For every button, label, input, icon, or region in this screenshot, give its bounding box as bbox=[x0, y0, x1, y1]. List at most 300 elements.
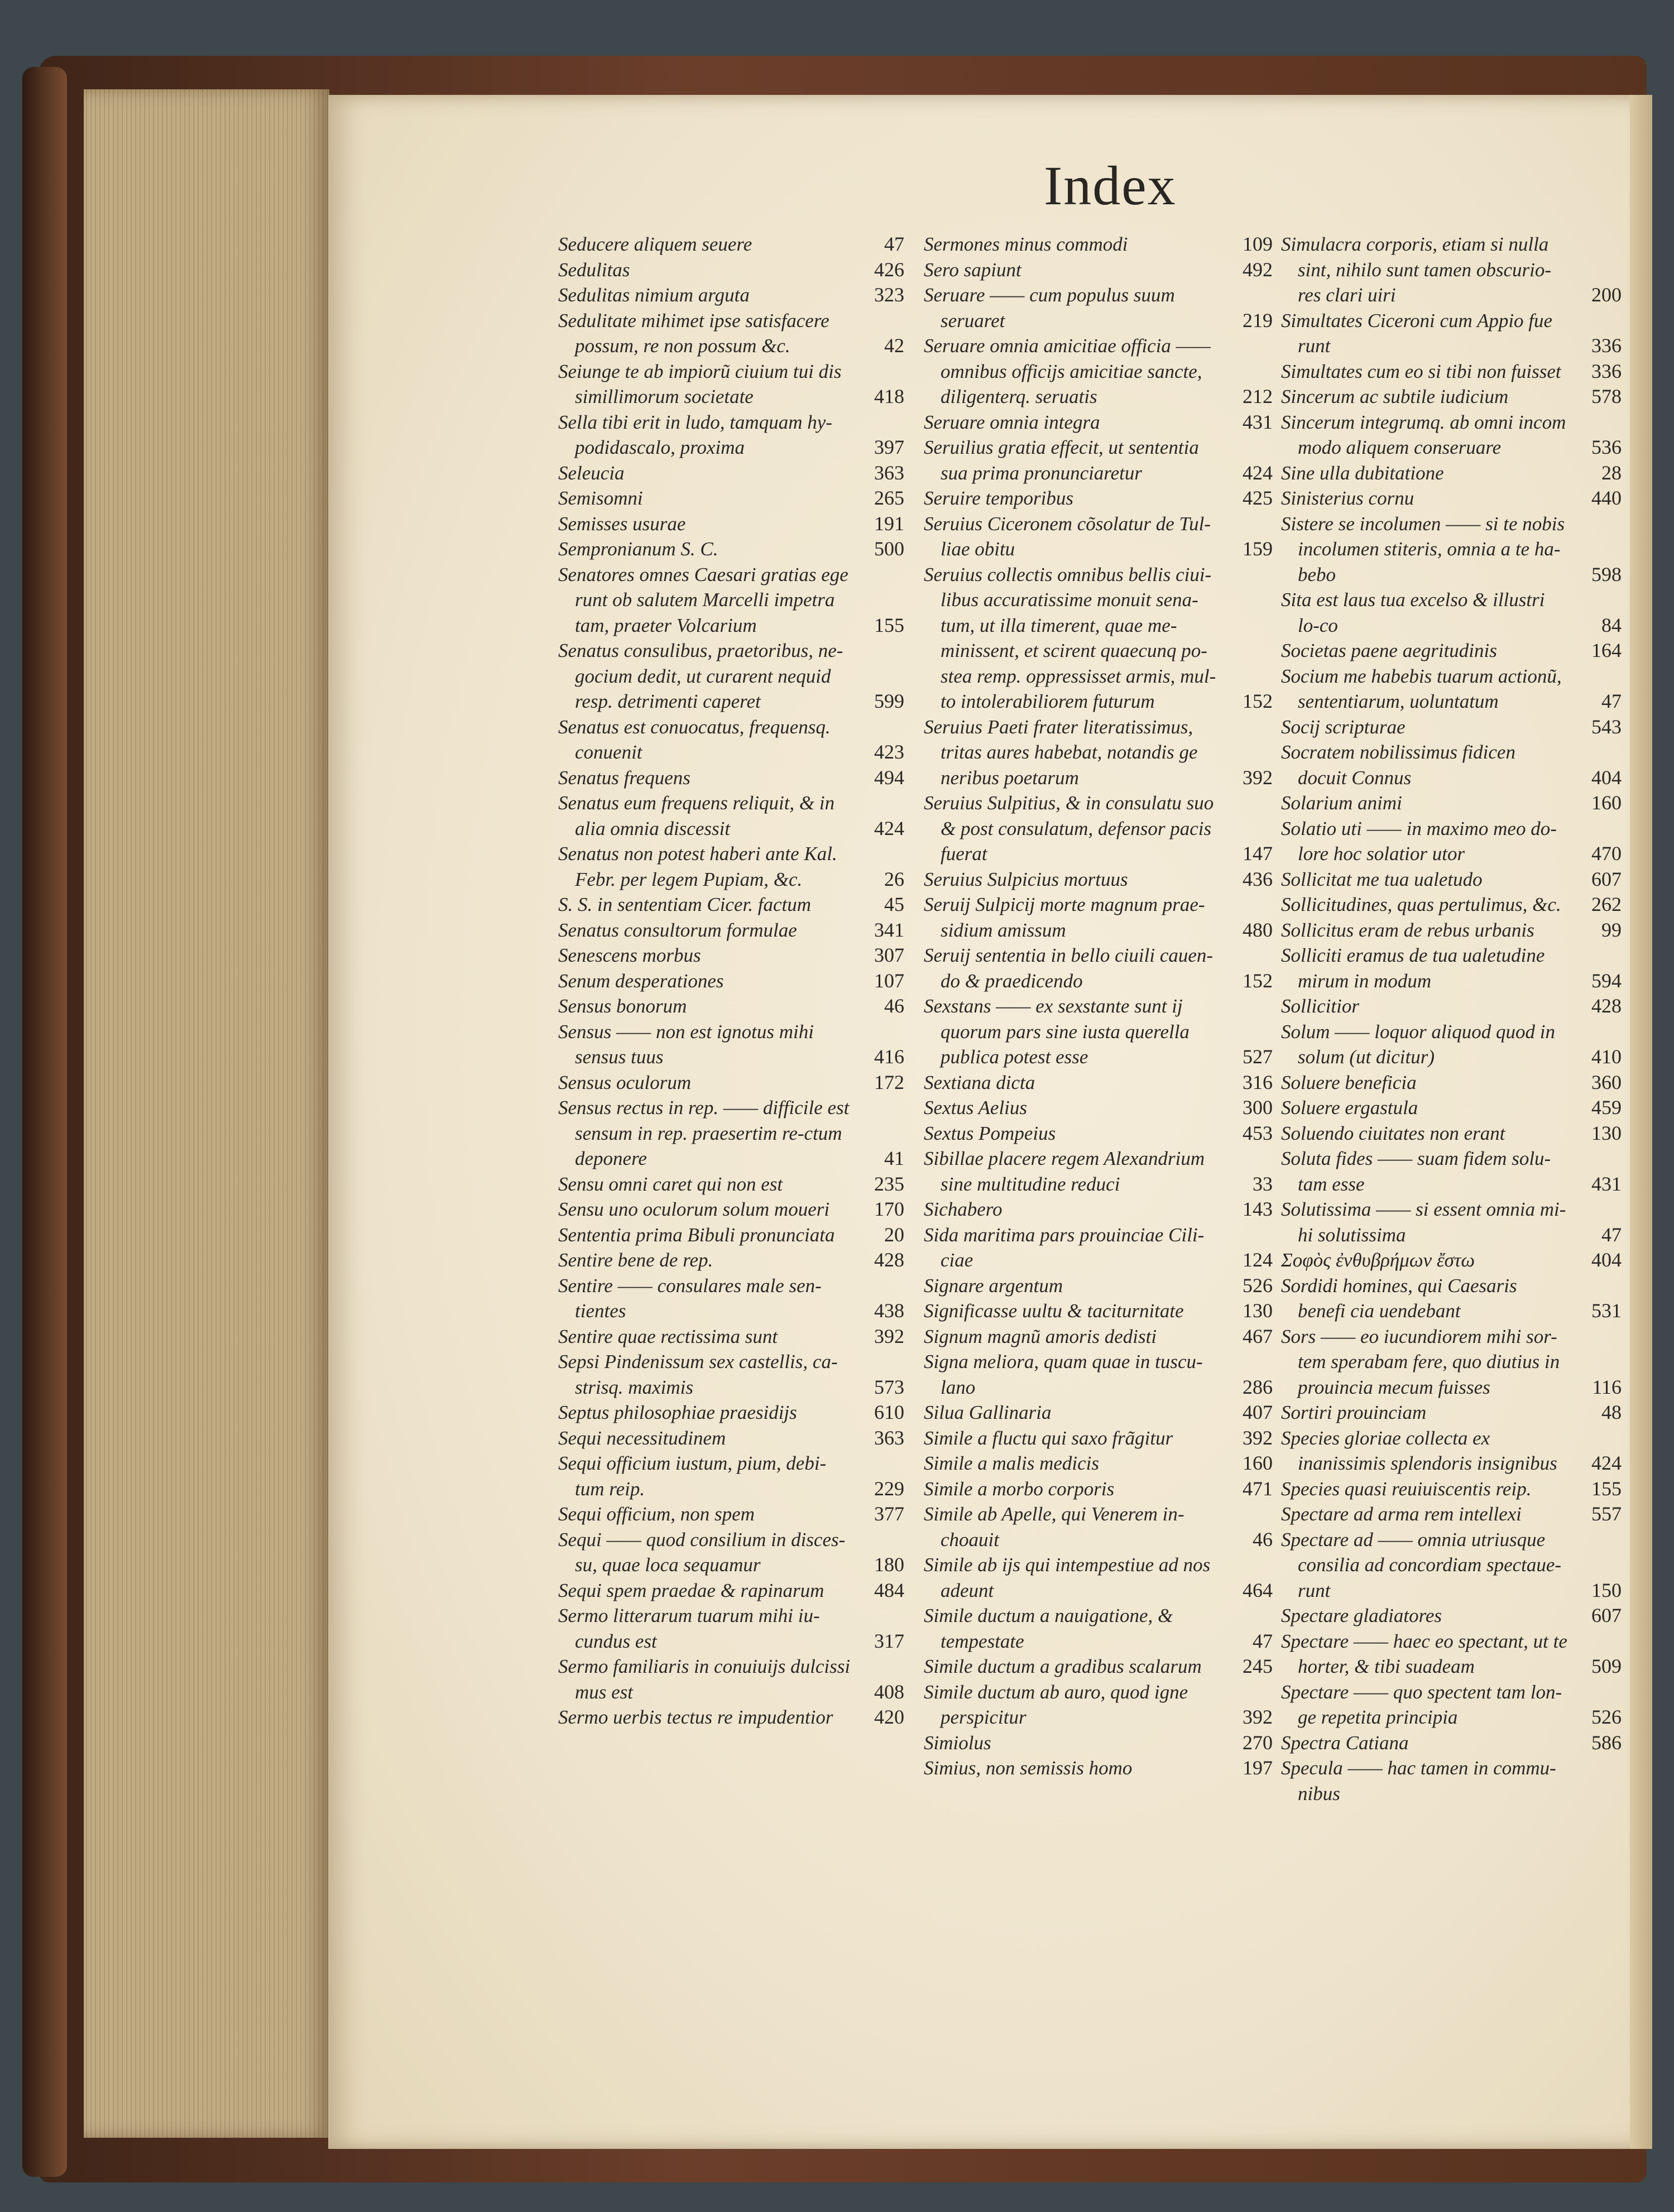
index-entry-text: Sentire —— consulares male sen-tientes bbox=[558, 1274, 822, 1322]
index-entry-page: 527 bbox=[1243, 1045, 1273, 1068]
page-right-edge bbox=[1630, 95, 1652, 2149]
index-entry-page: 336 bbox=[1591, 334, 1622, 357]
index-entry bbox=[924, 1426, 1273, 1451]
index-entry-text: Sequi —— quod consilium in disces-su, quae loca sequamur bbox=[558, 1528, 846, 1576]
index-entry bbox=[924, 333, 1273, 410]
index-entry bbox=[1281, 1247, 1622, 1273]
index-entry-page: 467 bbox=[1243, 1325, 1273, 1347]
index-entry bbox=[1281, 1400, 1622, 1426]
index-entry-page: 150 bbox=[1591, 1578, 1622, 1601]
index-entry-text: Sequi spem praedae & rapinarum bbox=[558, 1579, 824, 1601]
index-entry-page: 124 bbox=[1243, 1249, 1273, 1271]
index-entry bbox=[558, 1222, 904, 1248]
index-entry-text: Simile ductum a gradibus scalarum bbox=[924, 1656, 1202, 1677]
index-entry-text: Sichabero bbox=[924, 1198, 1003, 1220]
index-entry-page: 99 bbox=[1601, 918, 1622, 941]
index-entry-page: 109 bbox=[1243, 233, 1273, 255]
index-entry bbox=[558, 1324, 904, 1350]
index-entry-page: 26 bbox=[884, 867, 904, 890]
index-entry bbox=[1281, 892, 1622, 918]
index-entry-page: 41 bbox=[884, 1147, 904, 1169]
index-entry bbox=[558, 638, 904, 714]
index-entry bbox=[1281, 308, 1622, 359]
index-entry-page: 392 bbox=[874, 1325, 904, 1347]
index-entry-text: Sollicitat me tua ualetudo bbox=[1281, 868, 1483, 890]
index-entry bbox=[558, 790, 904, 841]
index-entry-text: Simile ductum ab auro, quod igne perspicitur bbox=[924, 1681, 1188, 1728]
index-entry-text: Sextus Pompeius bbox=[924, 1122, 1056, 1144]
index-entry bbox=[558, 1705, 904, 1730]
index-entry-text: Senatus eum frequens reliquit, & in alia omnia discessit bbox=[558, 792, 835, 839]
index-entry-page: 363 bbox=[874, 1426, 904, 1449]
index-entry-text: Sensus rectus in rep. —— difficile est sensum in rep. praesertim re-ctum deponere bbox=[558, 1097, 850, 1169]
index-entry bbox=[924, 1273, 1273, 1299]
index-entry-text: Sensus bonorum bbox=[558, 995, 687, 1017]
index-entry-text: Seruare —— cum populus suum seruaret bbox=[924, 284, 1175, 332]
index-entry-page: 480 bbox=[1243, 918, 1273, 941]
index-entry bbox=[558, 765, 904, 791]
index-entry-page: 436 bbox=[1243, 867, 1273, 890]
index-entry-page: 424 bbox=[874, 817, 904, 839]
index-entry-text: Sordidi homines, qui Caesaris benefi cia uendebant bbox=[1281, 1274, 1517, 1322]
index-entry-page: 526 bbox=[1591, 1706, 1622, 1728]
index-entry-page: 500 bbox=[874, 538, 904, 560]
index-entry-text: Seruius Paeti frater literatissimus, tritas aures habebat, notandis ge neribus poetarum bbox=[924, 716, 1198, 789]
index-entry-page: 316 bbox=[1243, 1071, 1273, 1093]
index-entry bbox=[1281, 1019, 1622, 1070]
index-entry-page: 47 bbox=[1601, 690, 1622, 712]
index-entry bbox=[1281, 511, 1622, 588]
index-entry-page: 20 bbox=[884, 1223, 904, 1246]
index-entry-text: Sequi officium, non spem bbox=[558, 1503, 755, 1525]
index-entry-text: Simile ab ijs qui intempestiue ad nos adeunt bbox=[924, 1554, 1211, 1601]
index-entry-text: Sentire quae rectissima sunt bbox=[558, 1325, 778, 1347]
index-entry-text: Sempronianum S. C. bbox=[558, 538, 718, 560]
index-entry-page: 147 bbox=[1243, 842, 1273, 865]
index-entry-text: Solum —— loquor aliquod quod in solum (ut dicitur) bbox=[1281, 1020, 1556, 1068]
index-entry bbox=[558, 1172, 904, 1197]
index-entry-page: 219 bbox=[1243, 309, 1273, 332]
index-entry-page: 397 bbox=[874, 436, 904, 458]
index-entry-page: 46 bbox=[1253, 1528, 1273, 1551]
index-entry-page: 180 bbox=[874, 1553, 904, 1576]
index-entry-text: Sermones minus commodi bbox=[924, 233, 1128, 255]
index-entry-text: Seruius Sulpicius mortuus bbox=[924, 868, 1128, 890]
index-entry bbox=[1281, 1476, 1622, 1502]
index-entry bbox=[1281, 1121, 1622, 1146]
index-entry-text: Sepsi Pindenissum sex castellis, ca-strisq. maximis bbox=[558, 1351, 838, 1398]
index-entry-text: Semisomni bbox=[558, 487, 643, 509]
index-entry-text: Solarium animi bbox=[1281, 792, 1402, 814]
index-entry-text: Signum magnũ amoris dedisti bbox=[924, 1325, 1157, 1347]
index-entry bbox=[558, 536, 904, 562]
index-entry bbox=[924, 435, 1273, 486]
index-entry bbox=[924, 1552, 1273, 1603]
index-entry-page: 594 bbox=[1591, 969, 1622, 992]
index-entry-page: 317 bbox=[874, 1629, 904, 1652]
index-entry-page: 426 bbox=[874, 258, 904, 281]
index-entry bbox=[1281, 1095, 1622, 1121]
index-entry bbox=[558, 1426, 904, 1451]
index-entry-text: Sedulitate mihimet ipse satisfacere possum, re non possum &c. bbox=[558, 309, 829, 357]
index-entry-text: Simius, non semissis homo bbox=[924, 1757, 1133, 1779]
index-entry bbox=[1281, 1197, 1622, 1247]
index-entry-page: 107 bbox=[874, 969, 904, 992]
index-entry bbox=[558, 714, 904, 765]
index-entry bbox=[1281, 1603, 1622, 1629]
index-entry bbox=[924, 867, 1273, 893]
index-entry-text: Simultates cum eo si tibi non fuisset bbox=[1281, 360, 1561, 382]
index-entry bbox=[558, 1197, 904, 1222]
index-entry-page: 212 bbox=[1243, 385, 1273, 407]
index-entry-page: 143 bbox=[1243, 1198, 1273, 1220]
index-entry-text: Species quasi reuiuiscentis reip. bbox=[1281, 1477, 1532, 1500]
index-entry-page: 428 bbox=[1591, 995, 1622, 1017]
index-entry bbox=[1281, 790, 1622, 816]
index-entry-text: Sentire bene de rep. bbox=[558, 1249, 713, 1271]
index-entry-text: Seducere aliquem seuere bbox=[558, 233, 752, 255]
index-entry bbox=[924, 1654, 1273, 1680]
index-entry-page: 270 bbox=[1243, 1731, 1273, 1754]
index-entry bbox=[1281, 1680, 1622, 1730]
index-entry-text: Signare argentum bbox=[924, 1274, 1063, 1297]
index-entry-text: Societas paene aegritudinis bbox=[1281, 640, 1497, 661]
index-entry-page: 245 bbox=[1243, 1655, 1273, 1677]
index-entry-page: 172 bbox=[874, 1071, 904, 1093]
index-entry-text: Senatus non potest haberi ante Kal. Febr. per legem Pupiam, &c. bbox=[558, 843, 837, 890]
index-entry-text: Seruij Sulpicij morte magnum prae-sidium amissum bbox=[924, 894, 1205, 941]
index-entry-text: Simultates Ciceroni cum Appio fue runt bbox=[1281, 309, 1553, 357]
index-entry-text: Simile ductum a nauigatione, & tempestate bbox=[924, 1605, 1173, 1652]
index-entry bbox=[1281, 1070, 1622, 1096]
index-entry-text: Seruire temporibus bbox=[924, 487, 1073, 509]
index-entry bbox=[924, 1222, 1273, 1273]
index-entry bbox=[558, 892, 904, 918]
index-entry-page: 130 bbox=[1591, 1121, 1622, 1144]
index-entry bbox=[1281, 1426, 1622, 1476]
index-entry-page: 425 bbox=[1243, 487, 1273, 509]
index-entry-page: 471 bbox=[1243, 1477, 1273, 1500]
index-entry bbox=[1281, 1730, 1622, 1756]
index-entry-page: 543 bbox=[1591, 715, 1622, 738]
index-entry bbox=[1281, 1146, 1622, 1197]
index-entry bbox=[924, 1146, 1273, 1197]
index-entry bbox=[924, 714, 1273, 791]
index-entry-text: Sequi necessitudinem bbox=[558, 1427, 726, 1449]
index-entry-page: 152 bbox=[1243, 690, 1273, 712]
index-entry-page: 404 bbox=[1591, 1249, 1622, 1271]
index-entry bbox=[558, 1349, 904, 1400]
index-entry-page: 607 bbox=[1591, 867, 1622, 890]
index-entry-page: 424 bbox=[1591, 1452, 1622, 1474]
index-entry-page: 392 bbox=[1243, 1706, 1273, 1728]
index-entry-page: 164 bbox=[1591, 639, 1622, 661]
index-entry bbox=[1281, 1273, 1622, 1324]
index-entry-text: Seruare omnia integra bbox=[924, 411, 1100, 433]
index-entry bbox=[558, 1273, 904, 1324]
index-entry-page: 438 bbox=[874, 1299, 904, 1322]
index-entry bbox=[558, 1501, 904, 1527]
index-entry-page: 152 bbox=[1243, 969, 1273, 992]
index-entry-text: Sita est laus tua excelso & illustri lo-co bbox=[1281, 589, 1545, 636]
index-entry-text: Socium me habebis tuarum actionũ, sententiarum, uoluntatum bbox=[1281, 665, 1562, 712]
index-entry-text: Seiunge te ab impiorũ ciuium tui dis simillimorum societate bbox=[558, 360, 842, 407]
index-entry bbox=[1281, 359, 1622, 385]
index-entry-text: Solatio uti —— in maximo meo do-lore hoc solatior utor bbox=[1281, 817, 1557, 865]
index-entry-text: Sextus Aelius bbox=[924, 1097, 1028, 1119]
index-entry-page: 407 bbox=[1243, 1401, 1273, 1423]
index-entry-page: 531 bbox=[1591, 1299, 1622, 1322]
index-entry-text: Sextiana dicta bbox=[924, 1071, 1035, 1093]
index-entry-text: Sensus oculorum bbox=[558, 1071, 692, 1093]
index-entry bbox=[1281, 943, 1622, 994]
index-entry bbox=[924, 511, 1273, 562]
index-entry-page: 46 bbox=[884, 995, 904, 1017]
index-entry-text: Sine ulla dubitatione bbox=[1281, 462, 1444, 484]
index-entry bbox=[1281, 918, 1622, 943]
index-entry-page: 191 bbox=[874, 512, 904, 535]
index-entry-page: 610 bbox=[874, 1401, 904, 1423]
index-entry-text: Sermo uerbis tectus re impudentior bbox=[558, 1706, 833, 1728]
index-entry-text: Soluendo ciuitates non erant bbox=[1281, 1122, 1505, 1144]
index-entry-page: 423 bbox=[874, 741, 904, 763]
index-entry bbox=[558, 257, 904, 283]
index-entry bbox=[558, 486, 904, 511]
index-entry-text: Soluere ergastula bbox=[1281, 1097, 1418, 1119]
index-entry bbox=[1281, 740, 1622, 790]
index-entry bbox=[558, 511, 904, 537]
index-entry-text: Sincerum integrumq. ab omni incom modo aliquem conseruare bbox=[1281, 411, 1566, 458]
index-entry bbox=[924, 1070, 1273, 1096]
index-entry-text: Sida maritima pars prouinciae Cili-ciae bbox=[924, 1223, 1205, 1271]
index-entry-page: 360 bbox=[1591, 1071, 1622, 1093]
index-entry bbox=[558, 1527, 904, 1578]
index-entry-text: Solliciti eramus de tua ualetudine mirum in modum bbox=[1281, 944, 1545, 992]
index-entry bbox=[924, 1680, 1273, 1730]
index-entry-page: 47 bbox=[1253, 1629, 1273, 1652]
index-entry-page: 33 bbox=[1253, 1172, 1273, 1195]
index-entry-page: 459 bbox=[1591, 1096, 1622, 1119]
index-entry bbox=[1281, 410, 1622, 460]
index-entry-page: 536 bbox=[1591, 436, 1622, 458]
index-entry-text: Senescens morbus bbox=[558, 944, 701, 966]
index-entry bbox=[558, 1400, 904, 1426]
index-entry-page: 262 bbox=[1591, 893, 1622, 915]
index-entry-page: 392 bbox=[1243, 1426, 1273, 1449]
index-entry-page: 578 bbox=[1591, 385, 1622, 407]
index-entry bbox=[558, 841, 904, 892]
index-entry-text: Seruij sententia in bello ciuili cauen-do & praedicendo bbox=[924, 944, 1213, 992]
index-entry bbox=[558, 968, 904, 994]
index-entry bbox=[1281, 1527, 1622, 1604]
index-entry-page: 235 bbox=[874, 1172, 904, 1195]
index-entry-page: 307 bbox=[874, 944, 904, 966]
index-entry-text: Sententia prima Bibuli pronunciata bbox=[558, 1223, 835, 1246]
index-entry-text: Significasse uultu & taciturnitate bbox=[924, 1300, 1184, 1322]
index-entry bbox=[558, 943, 904, 968]
index-entry-text: Signa meliora, quam quae in tuscu-lano bbox=[924, 1351, 1203, 1398]
index-entry bbox=[1281, 232, 1622, 308]
index-entry-text: Sequi officium iustum, pium, debi-tum reip. bbox=[558, 1452, 827, 1500]
index-entry bbox=[558, 1654, 904, 1705]
index-entry bbox=[924, 562, 1273, 714]
index-entry-page: 599 bbox=[874, 690, 904, 712]
index-entry-text: Spectare —— quo spectent tam lon-ge repetita principia bbox=[1281, 1681, 1562, 1728]
index-entry bbox=[924, 1603, 1273, 1654]
index-entry bbox=[1281, 384, 1622, 410]
book-spine-edge bbox=[22, 67, 67, 2177]
index-entry-page: 431 bbox=[1591, 1172, 1622, 1195]
index-entry-text: Sella tibi erit in ludo, tamquam hy-podidascalo, proxima bbox=[558, 411, 832, 458]
index-entry-page: 526 bbox=[1243, 1274, 1273, 1297]
index-entry-page: 470 bbox=[1591, 842, 1622, 865]
index-entry-page: 155 bbox=[874, 613, 904, 636]
index-entry-page: 424 bbox=[1243, 461, 1273, 484]
index-entry bbox=[1281, 1755, 1622, 1806]
index-entry-text: Sistere se incolumen —— si te nobis incolumen stiteris, omnia a te ha-bebo bbox=[1281, 512, 1565, 586]
index-entry-page: 155 bbox=[1591, 1477, 1622, 1500]
index-column-1 bbox=[558, 232, 904, 1730]
index-entry bbox=[924, 994, 1273, 1070]
index-entry-text: Soluta fides —— suam fidem solu-tam esse bbox=[1281, 1148, 1551, 1195]
index-entry-text: Seruius collectis omnibus bellis ciui-libus accuratissime monuit sena-tum, ut illa timerent, quae me-minissent, et scirent quaecunq po-stea remp. oppressisset armis, mul-to intolerabiliorem futurum bbox=[924, 563, 1216, 712]
index-entry-text: Senatus frequens bbox=[558, 766, 690, 789]
index-entry-text: Sensu omni caret qui non est bbox=[558, 1173, 783, 1195]
index-entry-text: Seruare omnia amicitiae officia —— omnibus officijs amicitiae sancte, diligenterq. seruatis bbox=[924, 335, 1211, 407]
index-entry bbox=[924, 790, 1273, 867]
index-entry-text: Sero sapiunt bbox=[924, 258, 1021, 281]
index-entry-text: Sermo familiaris in conuiuijs dulcissi mus est bbox=[558, 1656, 851, 1703]
index-column-3 bbox=[1281, 232, 1622, 1806]
index-entry-page: 130 bbox=[1243, 1299, 1273, 1322]
index-entry-text: Sibillae placere regem Alexandrium sine multitudine reduci bbox=[924, 1148, 1205, 1195]
index-entry-page: 404 bbox=[1591, 766, 1622, 789]
index-entry-page: 557 bbox=[1591, 1503, 1622, 1525]
index-entry-page: 286 bbox=[1243, 1375, 1273, 1398]
index-entry-text: Sortiri prouinciam bbox=[1281, 1402, 1427, 1423]
index-entry bbox=[924, 486, 1273, 511]
index-entry-text: Seruilius gratia effecit, ut sententia sua prima pronunciaretur bbox=[924, 436, 1199, 484]
index-entry-page: 48 bbox=[1601, 1401, 1622, 1423]
index-entry-page: 170 bbox=[874, 1198, 904, 1220]
index-entry-text: Senatores omnes Caesari gratias ege runt ob salutem Marcelli impetra tam, praeter Volcarium bbox=[558, 563, 848, 636]
index-entry-page: 159 bbox=[1243, 538, 1273, 560]
index-entry-page: 336 bbox=[1591, 359, 1622, 382]
index-entry-text: Sollicitior bbox=[1281, 995, 1359, 1017]
index-entry-page: 160 bbox=[1591, 791, 1622, 814]
index-entry bbox=[558, 1070, 904, 1096]
index-entry-page: 431 bbox=[1243, 410, 1273, 433]
index-entry bbox=[558, 460, 904, 486]
index-entry-page: 440 bbox=[1591, 487, 1622, 509]
index-entry bbox=[924, 1095, 1273, 1121]
index-entry-text: Sensu uno oculorum solum moueri bbox=[558, 1198, 830, 1220]
index-entry bbox=[558, 410, 904, 460]
index-entry bbox=[924, 1197, 1273, 1222]
index-entry-text: Simile a fluctu qui saxo frãgitur bbox=[924, 1427, 1173, 1449]
index-entry bbox=[558, 1019, 904, 1070]
index-entry-text: Simile a malis medicis bbox=[924, 1452, 1099, 1474]
index-entry-page: 484 bbox=[874, 1578, 904, 1601]
index-entry bbox=[1281, 638, 1622, 664]
index-entry bbox=[558, 562, 904, 639]
index-entry-page: 47 bbox=[884, 233, 904, 255]
index-entry-page: 28 bbox=[1601, 461, 1622, 484]
index-entry bbox=[558, 1095, 904, 1172]
index-entry bbox=[924, 1501, 1273, 1552]
index-entry bbox=[1281, 587, 1622, 638]
page-block-edges bbox=[84, 89, 329, 2138]
index-entry-text: Solutissima —— si essent omnia mi-hi solutissima bbox=[1281, 1198, 1566, 1246]
index-entry bbox=[558, 918, 904, 943]
index-entry bbox=[924, 257, 1273, 283]
index-entry bbox=[924, 1121, 1273, 1146]
index-entry-text: Spectra Catiana bbox=[1281, 1731, 1409, 1754]
index-entry-text: Socratem nobilissimus fidicen docuit Connus bbox=[1281, 741, 1515, 789]
index-entry-page: 408 bbox=[874, 1680, 904, 1703]
index-entry-text: Senatus consultorum formulae bbox=[558, 919, 797, 941]
index-entry-page: 197 bbox=[1243, 1757, 1273, 1779]
index-entry-text: S. S. in sententiam Cicer. factum bbox=[558, 894, 812, 915]
index-entry-text: Specula —— hac tamen in commu-nibus bbox=[1281, 1757, 1556, 1805]
index-entry bbox=[1281, 486, 1622, 511]
index-entry-text: Spectare ad —— omnia utriusque consilia ad concordiam spectaue-runt bbox=[1281, 1528, 1562, 1601]
index-entry bbox=[1281, 816, 1622, 867]
index-entry-page: 323 bbox=[874, 284, 904, 306]
index-entry-page: 509 bbox=[1591, 1655, 1622, 1677]
index-entry-page: 341 bbox=[874, 918, 904, 941]
index-entry-text: Seleucia bbox=[558, 462, 625, 484]
index-entry-page: 492 bbox=[1243, 258, 1273, 281]
index-column-2 bbox=[924, 232, 1273, 1781]
index-entry bbox=[1281, 1324, 1622, 1400]
index-entry-text: Seruius Ciceronem cõsolatur de Tul-liae obitu bbox=[924, 512, 1211, 560]
index-entry-text: Sinisterius cornu bbox=[1281, 487, 1414, 509]
index-entry bbox=[558, 308, 904, 359]
index-entry-page: 573 bbox=[874, 1375, 904, 1398]
index-entry bbox=[1281, 994, 1622, 1019]
index-entry-text: Sincerum ac subtile iudicium bbox=[1281, 386, 1509, 407]
index-entry-text: Senum desperationes bbox=[558, 970, 724, 992]
index-entry-text: Sollicitudines, quas pertulimus, &c. bbox=[1281, 894, 1561, 915]
index-entry-page: 410 bbox=[1591, 1045, 1622, 1068]
index-entry-page: 416 bbox=[874, 1045, 904, 1068]
page-title: Index bbox=[1044, 155, 1177, 217]
index-entry-page: 464 bbox=[1243, 1578, 1273, 1601]
index-entry bbox=[924, 1755, 1273, 1781]
index-entry-text: Septus philosophiae praesidijs bbox=[558, 1402, 797, 1423]
index-entry bbox=[924, 1298, 1273, 1324]
index-entry bbox=[558, 282, 904, 308]
index-entry-page: 598 bbox=[1591, 563, 1622, 586]
index-entry bbox=[1281, 1629, 1622, 1680]
index-entry-text: Species gloriae collecta ex inanissimis splendoris insignibus bbox=[1281, 1427, 1557, 1474]
index-entry bbox=[558, 994, 904, 1019]
index-entry-page: 42 bbox=[884, 334, 904, 357]
index-entry-text: Simiolus bbox=[924, 1731, 991, 1754]
index-entry bbox=[558, 1603, 904, 1654]
index-entry-text: Simile a morbo corporis bbox=[924, 1477, 1115, 1500]
index-entry-page: 377 bbox=[874, 1503, 904, 1525]
index-entry-page: 392 bbox=[1243, 766, 1273, 789]
index-entry bbox=[1281, 460, 1622, 486]
index-entry-page: 418 bbox=[874, 385, 904, 407]
index-entry-page: 453 bbox=[1243, 1121, 1273, 1144]
index-entry-page: 84 bbox=[1601, 613, 1622, 636]
index-entry bbox=[558, 359, 904, 410]
index-entry-text: Senatus consulibus, praetoribus, ne-gocium dedit, ut curarent nequid resp. detrimenti caperet bbox=[558, 640, 843, 712]
index-entry-text: Seruius Sulpitius, & in consulatu suo & post consulatum, defensor pacis fuerat bbox=[924, 792, 1214, 865]
